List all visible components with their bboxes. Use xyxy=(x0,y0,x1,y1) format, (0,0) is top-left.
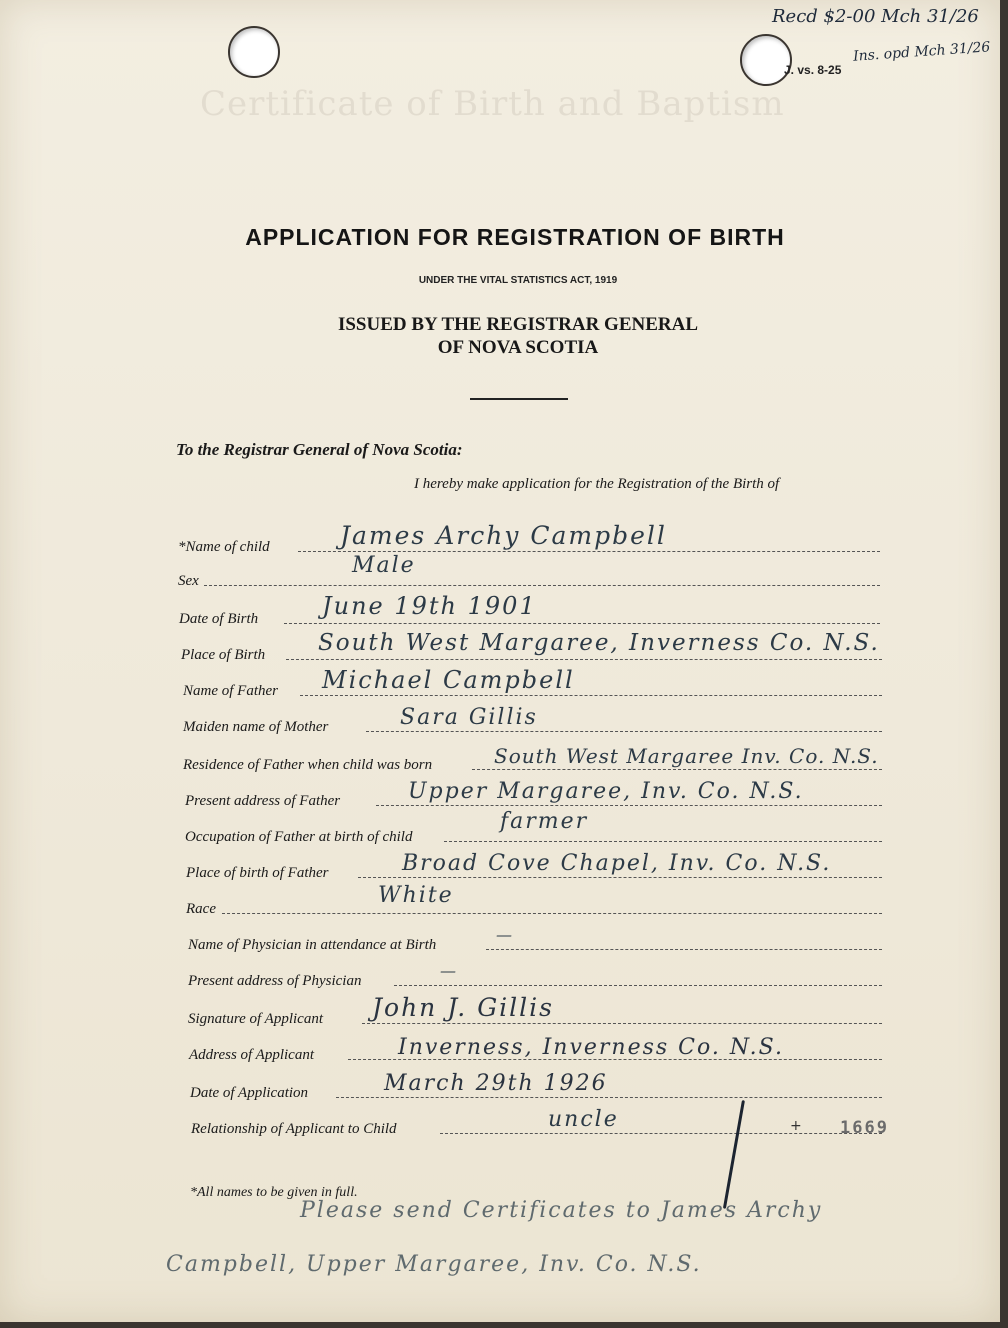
field-label: *Name of child xyxy=(178,539,270,555)
punch-hole-right xyxy=(740,34,792,86)
field-race xyxy=(0,882,1000,918)
salutation: To the Registrar General of Nova Scotia: xyxy=(176,440,463,459)
field-place-of-birth-of-father xyxy=(0,846,1000,882)
field-line xyxy=(300,695,882,696)
field-label: Relationship of Applicant to Child xyxy=(191,1121,397,1137)
field-value: — xyxy=(496,925,514,944)
field-name-of-child xyxy=(0,520,1000,556)
field-physician-name xyxy=(0,918,1000,954)
field-label: Name of Father xyxy=(183,683,278,699)
field-label: Date of Application xyxy=(190,1085,309,1101)
field-present-address-of-father xyxy=(0,774,1000,810)
field-value: Sara Gillis xyxy=(400,705,538,730)
field-value: John J. Gillis xyxy=(372,993,554,1022)
stamp-number: 1669 xyxy=(840,1118,889,1138)
intro-text: I hereby make application for the Registration of the Birth of xyxy=(414,476,780,492)
field-place-of-birth xyxy=(0,628,1000,664)
field-line xyxy=(472,769,882,770)
field-label: Place of Birth xyxy=(181,647,266,663)
field-value: Upper Margaree, Inv. Co. N.S. xyxy=(408,779,804,804)
field-line xyxy=(286,659,882,660)
field-value: uncle xyxy=(548,1107,619,1132)
field-line xyxy=(444,841,882,842)
field-value: June 19th 1901 xyxy=(322,592,537,620)
field-value: South West Margaree Inv. Co. N.S. xyxy=(494,744,879,768)
field-label: Occupation of Father at birth of child xyxy=(185,829,413,845)
footnote: *All names to be given in full. xyxy=(190,1185,358,1200)
field-signature xyxy=(0,992,1000,1028)
field-address-of-applicant xyxy=(0,1028,1000,1064)
field-date-of-birth xyxy=(0,592,1000,628)
issuer-line-1: ISSUED BY THE REGISTRAR GENERAL xyxy=(337,314,699,335)
field-line xyxy=(366,731,882,732)
field-label: Signature of Applicant xyxy=(188,1011,323,1027)
field-label: Residence of Father when child was born xyxy=(183,757,433,773)
field-physician-address xyxy=(0,954,1000,990)
handwritten-note-line-1: Please send Certificates to James Archy xyxy=(300,1198,823,1223)
field-label: Place of birth of Father xyxy=(186,865,329,881)
field-label: Race xyxy=(186,901,216,917)
page-title: APPLICATION FOR REGISTRATION OF BIRTH xyxy=(245,224,785,250)
field-line xyxy=(362,1023,882,1024)
field-label: Name of Physician in attendance at Birth xyxy=(188,937,437,953)
field-value: White xyxy=(378,883,454,908)
field-value: farmer xyxy=(500,809,589,834)
issuer-line-2: OF NOVA SCOTIA xyxy=(437,337,599,358)
field-value: — xyxy=(440,961,458,980)
field-maiden-name-of-mother xyxy=(0,700,1000,736)
field-line xyxy=(222,913,882,914)
field-name-of-father xyxy=(0,664,1000,700)
field-label: Maiden name of Mother xyxy=(183,719,329,735)
field-line xyxy=(336,1097,882,1098)
field-label: Address of Applicant xyxy=(189,1047,314,1063)
field-label: Present address of Father xyxy=(185,793,341,809)
tick-mark: + xyxy=(790,1118,802,1134)
bleed-through-text: Certificate of Birth and Baptism xyxy=(200,84,785,124)
field-date-of-application xyxy=(0,1066,1000,1102)
field-value: March 29th 1926 xyxy=(384,1071,608,1096)
divider xyxy=(470,398,568,400)
field-line xyxy=(298,551,880,552)
field-line xyxy=(440,1133,882,1134)
field-value: Michael Campbell xyxy=(322,666,575,694)
field-line xyxy=(284,623,880,624)
field-value: South West Margaree, Inverness Co. N.S. xyxy=(318,630,880,656)
issuer-heading xyxy=(0,313,1000,359)
punch-hole-left xyxy=(228,26,280,78)
field-line xyxy=(376,805,882,806)
instructions-annotation: Ins. opd Mch 31/26 xyxy=(852,39,991,65)
field-value: Male xyxy=(352,553,416,578)
field-line xyxy=(358,877,882,878)
field-residence-of-father xyxy=(0,738,1000,774)
field-label: Present address of Physician xyxy=(188,973,362,989)
field-line xyxy=(486,949,882,950)
field-value: Inverness, Inverness Co. N.S. xyxy=(398,1035,784,1060)
field-value: James Archy Campbell xyxy=(340,521,667,550)
field-label: Date of Birth xyxy=(179,611,259,627)
handwritten-note-line-2: Campbell, Upper Margaree, Inv. Co. N.S. xyxy=(166,1252,702,1277)
field-label: Sex xyxy=(178,573,199,589)
received-annotation: Recd $2-00 Mch 31/26 xyxy=(772,6,979,27)
field-value: Broad Cove Chapel, Inv. Co. N.S. xyxy=(402,851,832,876)
field-occupation-of-father xyxy=(0,810,1000,846)
field-sex xyxy=(0,554,1000,590)
field-line xyxy=(204,585,880,586)
form-number: J. vs. 8-25 xyxy=(784,63,842,77)
act-subtitle: UNDER THE VITAL STATISTICS ACT, 1919 xyxy=(418,275,618,286)
field-line xyxy=(394,985,882,986)
